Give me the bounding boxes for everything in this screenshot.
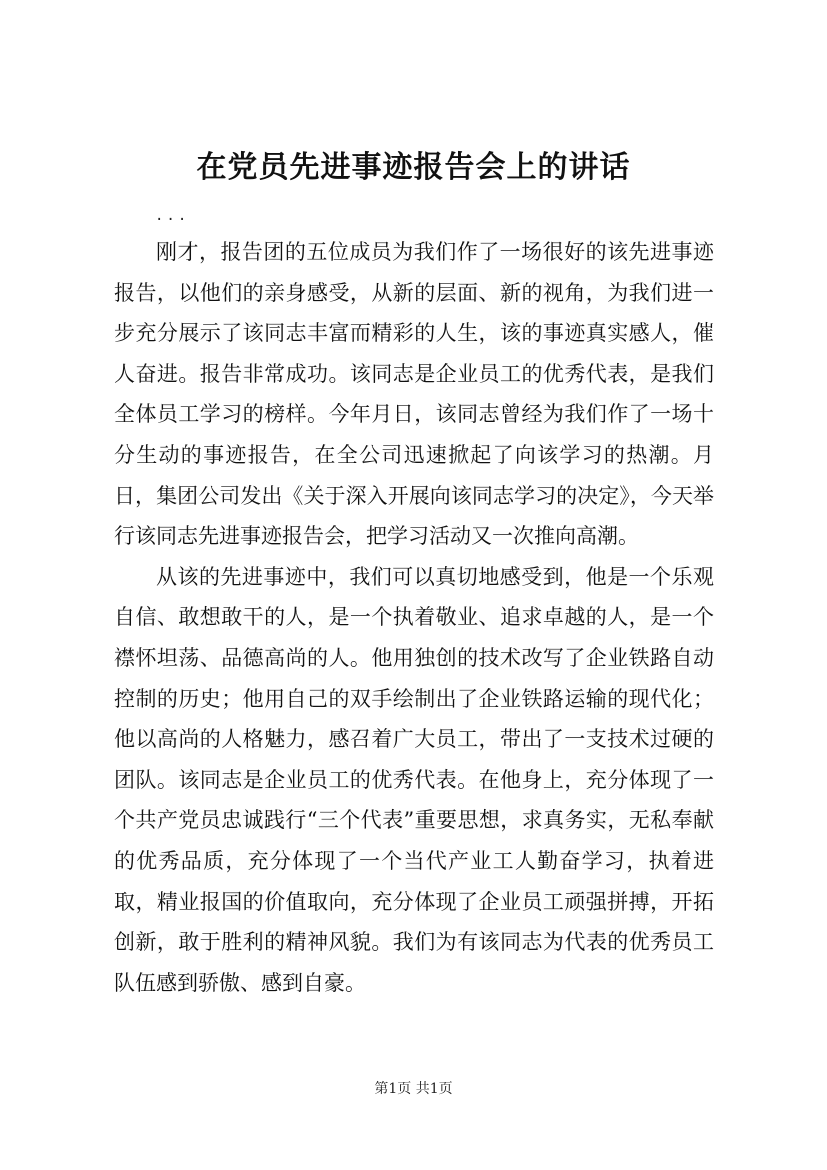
- paragraph: 刚才，报告团的五位成员为我们作了一场很好的该先进事迹报告，以他们的亲身感受，从新的层面、新的视角，为我们进一步充分展示了该同志丰富而精彩的人生，该的事迹真实感人，催人奋进。报告非常成功。该同志是企业员工的优秀代表，是我们全体员工学习的榜样。今年月日，该同志曾经为我们作了一场十分生动的事迹报告，在全公司迅速掀起了向该学习的热潮。月日，集团公司发出《关于深入开展向该同志学习的决定》，今天举行该同志先进事迹报告会，把学习活动又一次推向高潮。: [114, 240, 714, 549]
- document-title: 在党员先进事迹报告会上的讲话: [196, 150, 631, 185]
- document-body: [114, 232, 714, 1003]
- paragraph: 从该的先进事迹中，我们可以真切地感受到，他是一个乐观自信、敢想敢干的人，是一个执着敬业、追求卓越的人，是一个襟怀坦荡、品德高尚的人。他用独创的技术改写了企业铁路自动控制的历史；他用自己的双手绘制出了企业铁路运输的现代化；他以高尚的人格魅力，感召着广大员工，带出了一支技术过硬的团队。该同志是企业员工的优秀代表。在他身上，充分体现了一个共产党员忠诚践行“三个代表”重要思想，求真务实，无私奉献的优秀品质，充分体现了一个当代产业工人勤奋学习，执着进取，精业报国的价值取向，充分体现了企业员工顽强拼搏，开拓创新，敢于胜利的精神风貌。我们为有该同志为代表的优秀员工队伍感到骄傲、感到自豪。: [114, 564, 714, 995]
- page-footer: 第1页 共1页: [374, 1081, 453, 1097]
- ellipsis-marker: ...: [155, 208, 190, 224]
